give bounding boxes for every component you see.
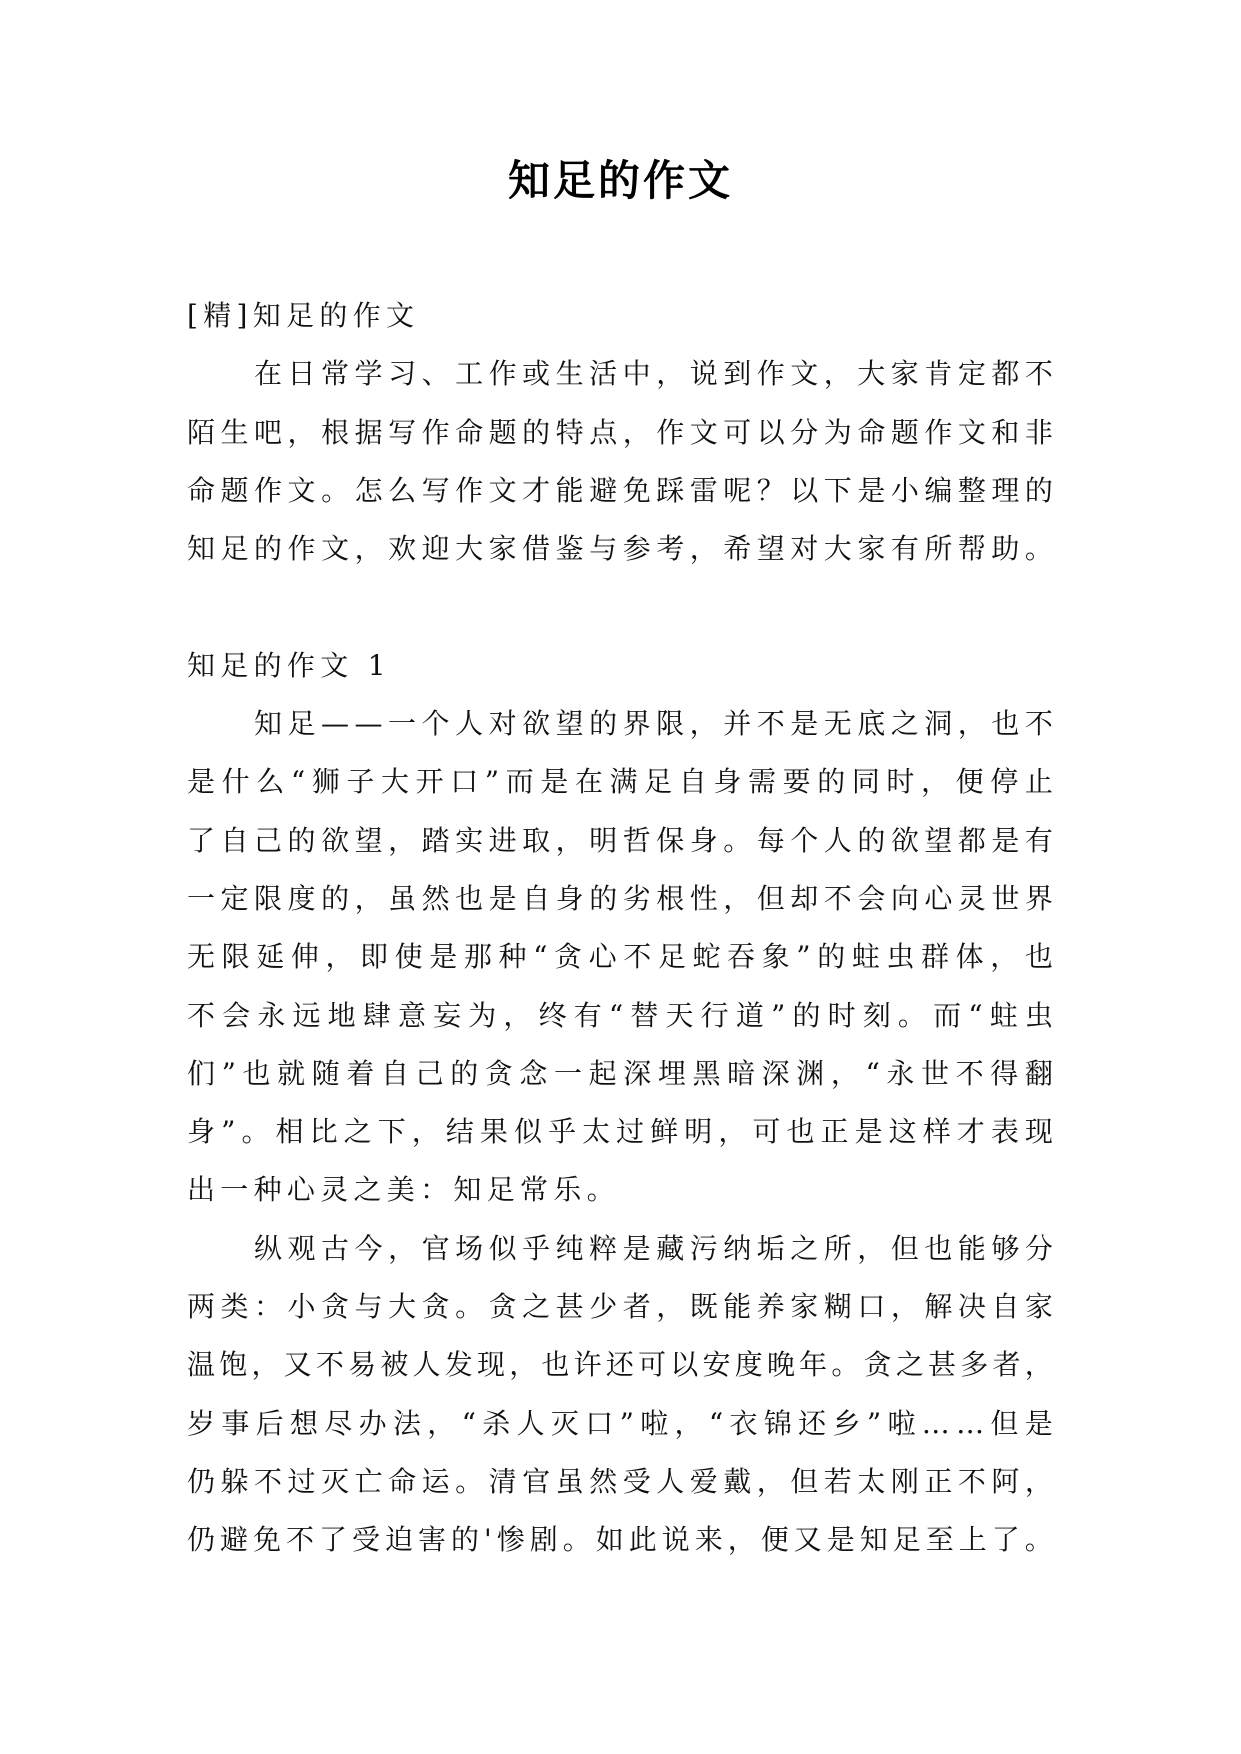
document-body: [187, 287, 1053, 1570]
paragraph-line: 陌 生 吧 ， 根 据 写 作 命 题 的 特 点 ， 作 文 可 以 分 为 命 题 作 文 和 非: [187, 415, 1053, 449]
paragraph-line: 知 足 的 作 文 ， 欢 迎 大 家 借 鉴 与 参 考 ， 希 望 对 大 家 有 所 帮 助 。: [187, 532, 1053, 566]
page-title: 知足的作文: [507, 156, 733, 205]
intro-paragraph: [187, 345, 1053, 578]
paragraph-line: 一 定 限 度 的 ， 虽 然 也 是 自 身 的 劣 根 性 ， 但 却 不 会 向 心 灵 世 界: [187, 881, 1053, 915]
section-heading: 知足的作文 1: [187, 648, 391, 682]
paragraph: [187, 1220, 1053, 1570]
subtitle: [精]知足的作文: [187, 299, 420, 332]
paragraph-line: 两 类 ： 小 贪 与 大 贪 。 贪 之 甚 少 者 ， 既 能 养 家 糊 口 ， 解 决 自 家: [187, 1290, 1053, 1324]
paragraph-line: 身 ” 。 相 比 之 下 ， 结 果 似 乎 太 过 鲜 明 ， 可 也 正 是 这 样 才 表 现: [187, 1115, 1053, 1149]
paragraph: [187, 695, 1053, 1220]
paragraph-line: 温 饱 ， 又 不 易 被 人 发 现 ， 也 许 还 可 以 安 度 晚 年 。 贪 之 甚 多 者 ，: [187, 1348, 1053, 1382]
paragraph-line: 们 ” 也 就 随 着 自 己 的 贪 念 一 起 深 埋 黑 暗 深 渊 ， “ 永 世 不 得 翻: [187, 1056, 1053, 1090]
paragraph-line: 知 足 — — 一 个 人 对 欲 望 的 界 限 ， 并 不 是 无 底 之 洞 ， 也 不: [254, 707, 1053, 741]
paragraph-line: 了 自 己 的 欲 望 ， 踏 实 进 取 ， 明 哲 保 身 。 每 个 人 的 欲 望 都 是 有: [187, 823, 1053, 857]
paragraph-line: 出一种心灵之美：知足常乐。: [187, 1173, 620, 1207]
blank-line: [187, 578, 1053, 636]
paragraph-line: 岁 事 后 想 尽 办 法 ， “ 杀 人 灭 口 ” 啦 ， “ 衣 锦 还 乡 ” 啦 … … 但 是: [187, 1406, 1053, 1440]
paragraph-line: 仍 避 免 不 了 受 迫 害 的 ' 惨 剧 。 如 此 说 来 ， 便 又 是 知 足 至 上 了 。: [187, 1523, 1053, 1557]
paragraph-line: 纵 观 古 今 ， 官 场 似 乎 纯 粹 是 藏 污 纳 垢 之 所 ， 但 也 能 够 分: [254, 1231, 1053, 1265]
paragraph-line: 是 什 么 “ 狮 子 大 开 口 ” 而 是 在 满 足 自 身 需 要 的 同 时 ， 便 停 止: [187, 765, 1053, 799]
paragraph-line: 仍 躲 不 过 灭 亡 命 运 。 清 官 虽 然 受 人 爱 戴 ， 但 若 太 刚 正 不 阿 ，: [187, 1464, 1053, 1498]
paragraph-line: 不 会 永 远 地 肆 意 妄 为 ， 终 有 “ 替 天 行 道 ” 的 时 刻 。 而 “ 蛀 虫: [187, 998, 1053, 1032]
paragraph-line: 无 限 延 伸 ， 即 使 是 那 种 “ 贪 心 不 足 蛇 吞 象 ” 的 蛀 虫 群 体 ， 也: [187, 940, 1053, 974]
paragraph-line: 在 日 常 学 习 、 工 作 或 生 活 中 ， 说 到 作 文 ， 大 家 肯 定 都 不: [254, 357, 1053, 391]
paragraph-line: 命 题 作 文 。 怎 么 写 作 文 才 能 避 免 踩 雷 呢 ？ 以 下 是 小 编 整 理 的: [187, 473, 1053, 507]
